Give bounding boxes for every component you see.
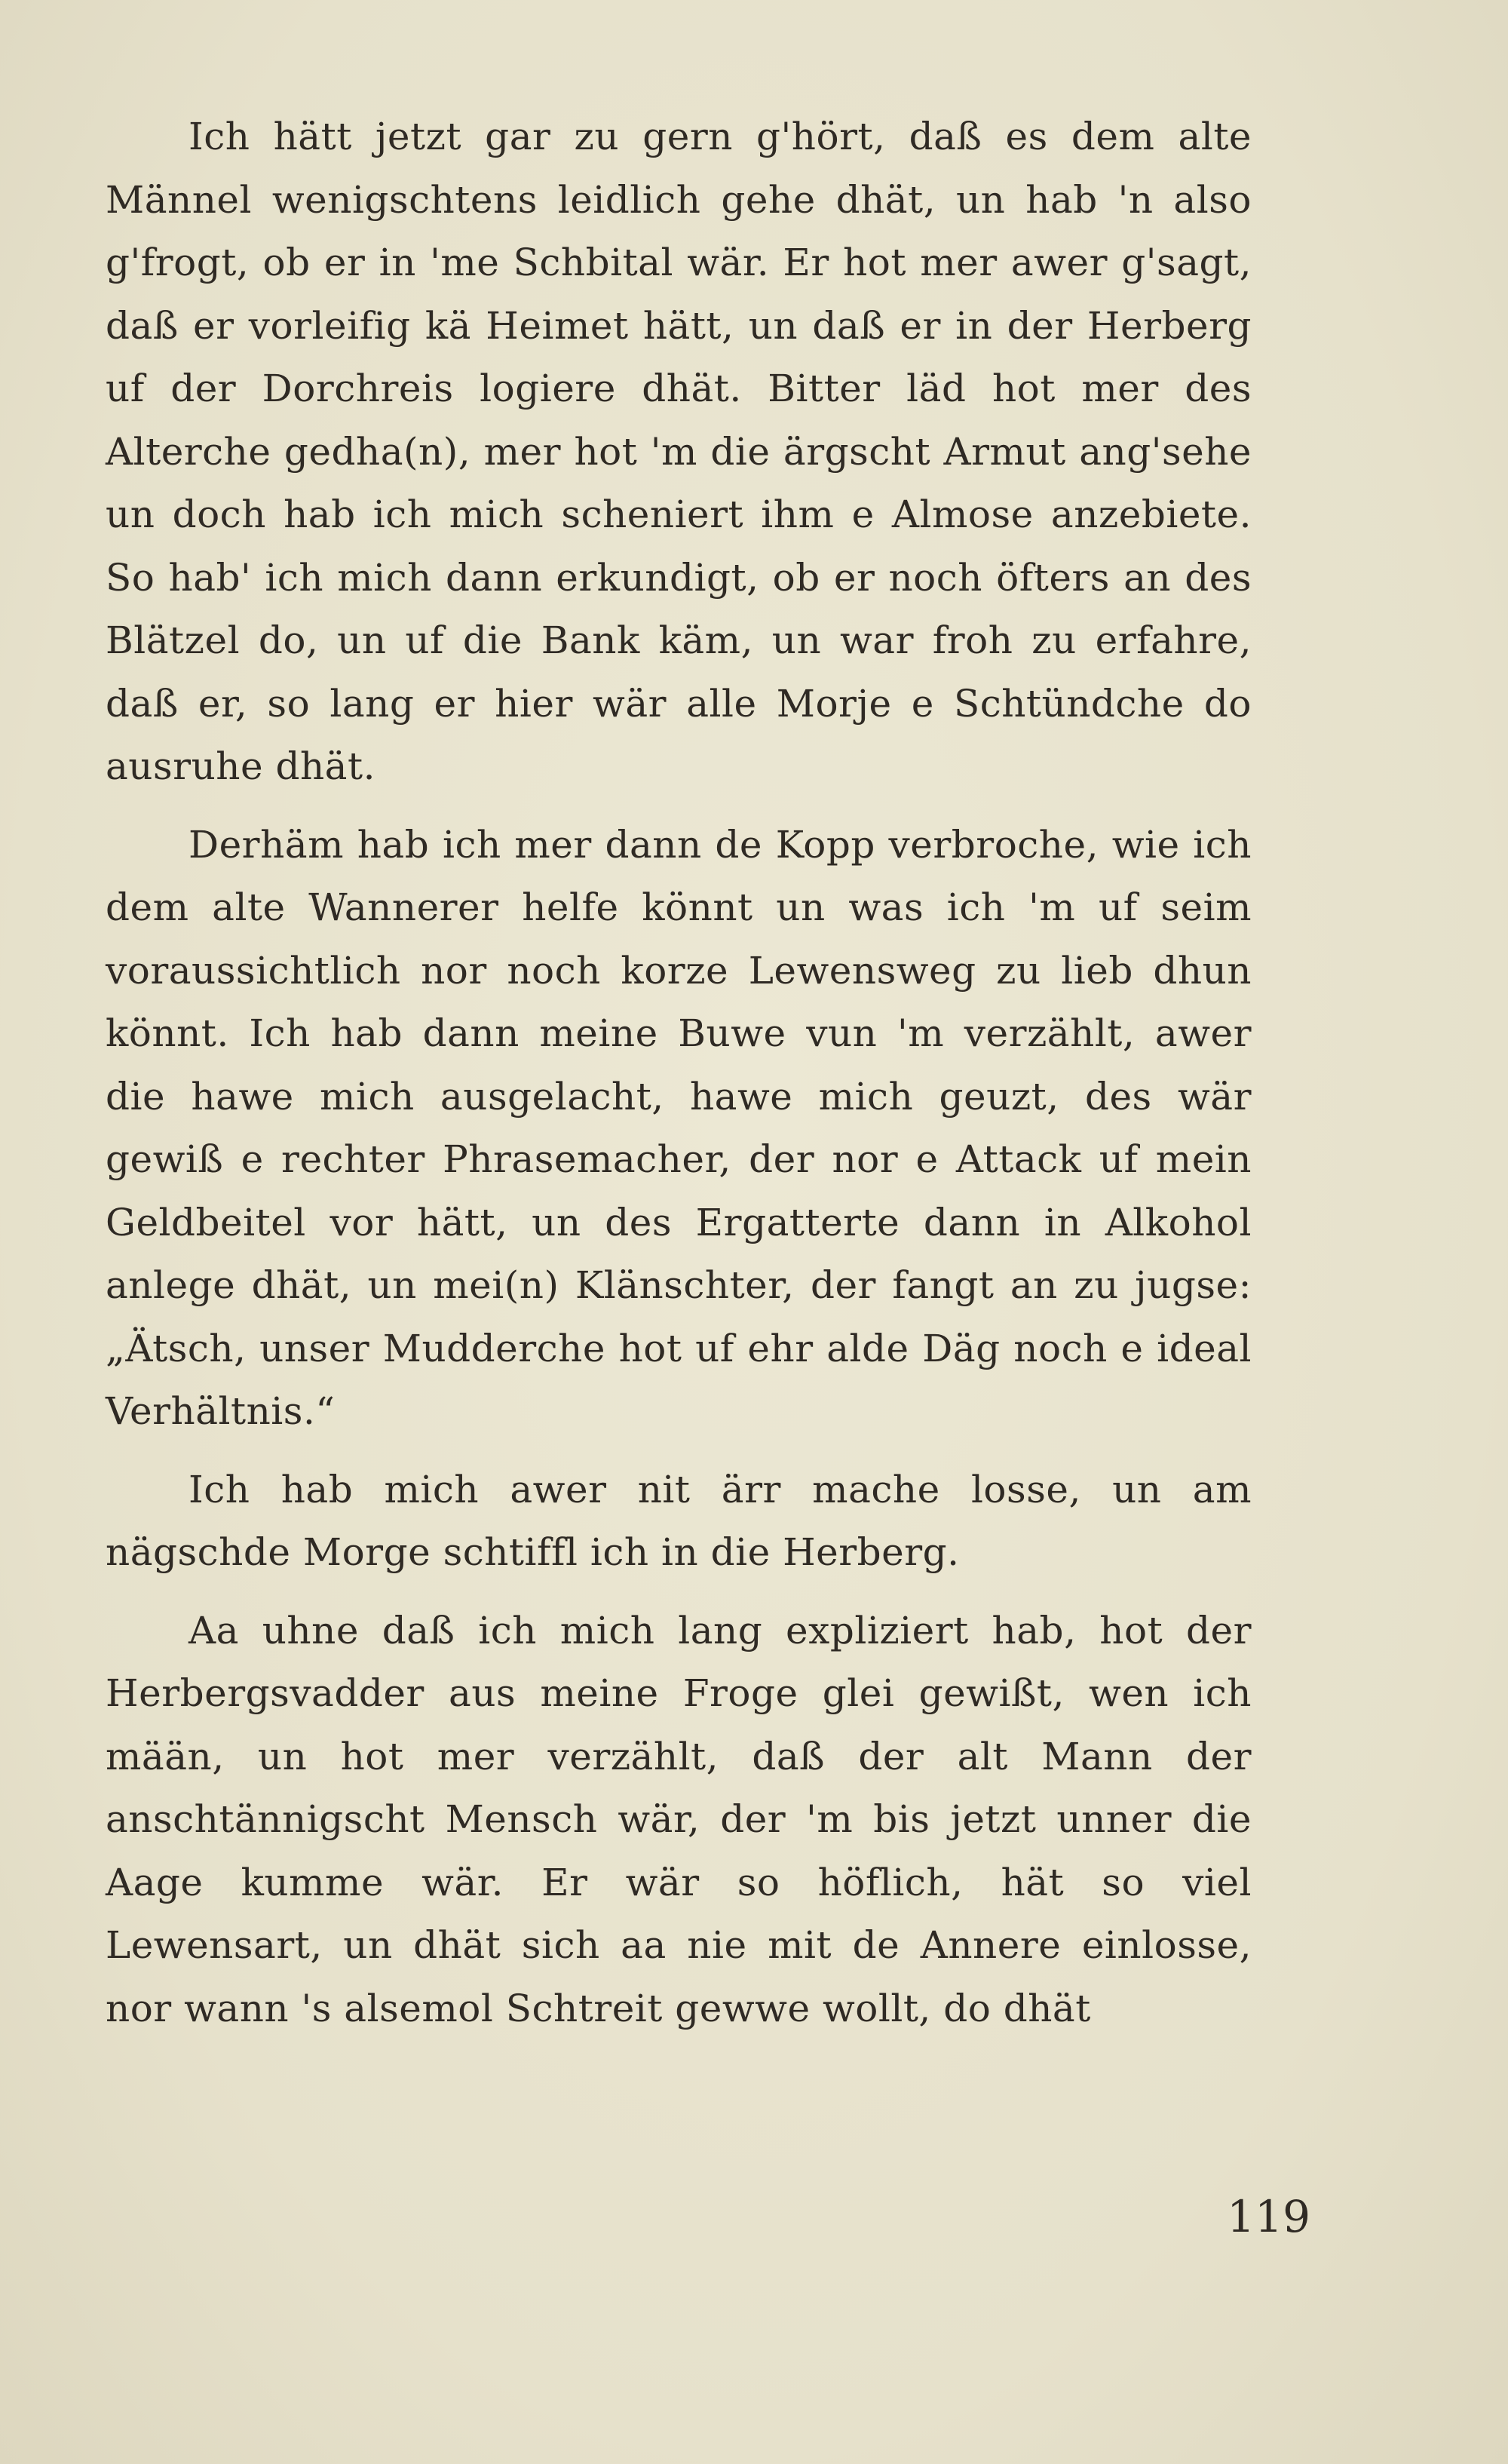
paragraph-2: Derhäm hab ich mer dann de Kopp verbroche, wie ich dem alte Wannerer helfe könnt un was ich 'm uf seim voraussichtlich nor noch korze Lewensweg zu lieb dhun könnt. Ich hab dann meine Buwe vun 'm verzählt, awer die hawe mich ausgelacht, hawe mich geuzt, des wär gewiß e rechter Phrasemacher, der nor e Attack uf mein Geldbeitel vor hätt, un des Ergatterte dann in Alkohol anlege dhät, un mei(n) Klänschter, der fangt an zu jugse: „Ätsch, unser Mudderche hot uf ehr alde Däg noch e ideal Verhältnis.“ <box>106 822 1252 1433</box>
paragraph-4: Aa uhne daß ich mich lang expliziert hab, hot der Herbergsvadder aus meine Froge glei gewißt, wen ich mään, un hot mer verzählt, daß der alt Mann der anschtännigscht Mensch wär, der 'm bis jetzt unner die Aage kumme wär. Er wär so höflich, hät so viel Lewensart, un dhät sich aa nie mit de Annere einlosse, nor wann 's alsemol Schtreit gewwe wollt, do dhät <box>106 1608 1252 2030</box>
paragraph-1: Ich hätt jetzt gar zu gern g'hört, daß es dem alte Männel wenigschtens leidlich gehe dhät, un hab 'n also g'frogt, ob er in 'me Schbital wär. Er hot mer awer g'sagt, daß er vorleifig kä Heimet hätt, un daß er in der Herberg uf der Dorchreis logiere dhät. Bitter läd hot mer des Alterche gedha(n), mer hot 'm die ärgscht Armut ang'sehe un doch hab ich mich scheniert ihm e Almose anzebiete. So hab' ich mich dann erkundigt, ob er noch öfters an des Blätzel do, un uf die Bank käm, un war froh zu erfahre, daß er, so lang er hier wär alle Morje e Schtündche do ausruhe dhät. <box>106 115 1252 788</box>
body-text <box>106 106 1252 2055</box>
paragraph-3: Ich hab mich awer nit ärr mache losse, un am nägschde Morge schtiffl ich in die Herberg. <box>106 1467 1252 1574</box>
page-number: 119 <box>1227 2191 1310 2242</box>
